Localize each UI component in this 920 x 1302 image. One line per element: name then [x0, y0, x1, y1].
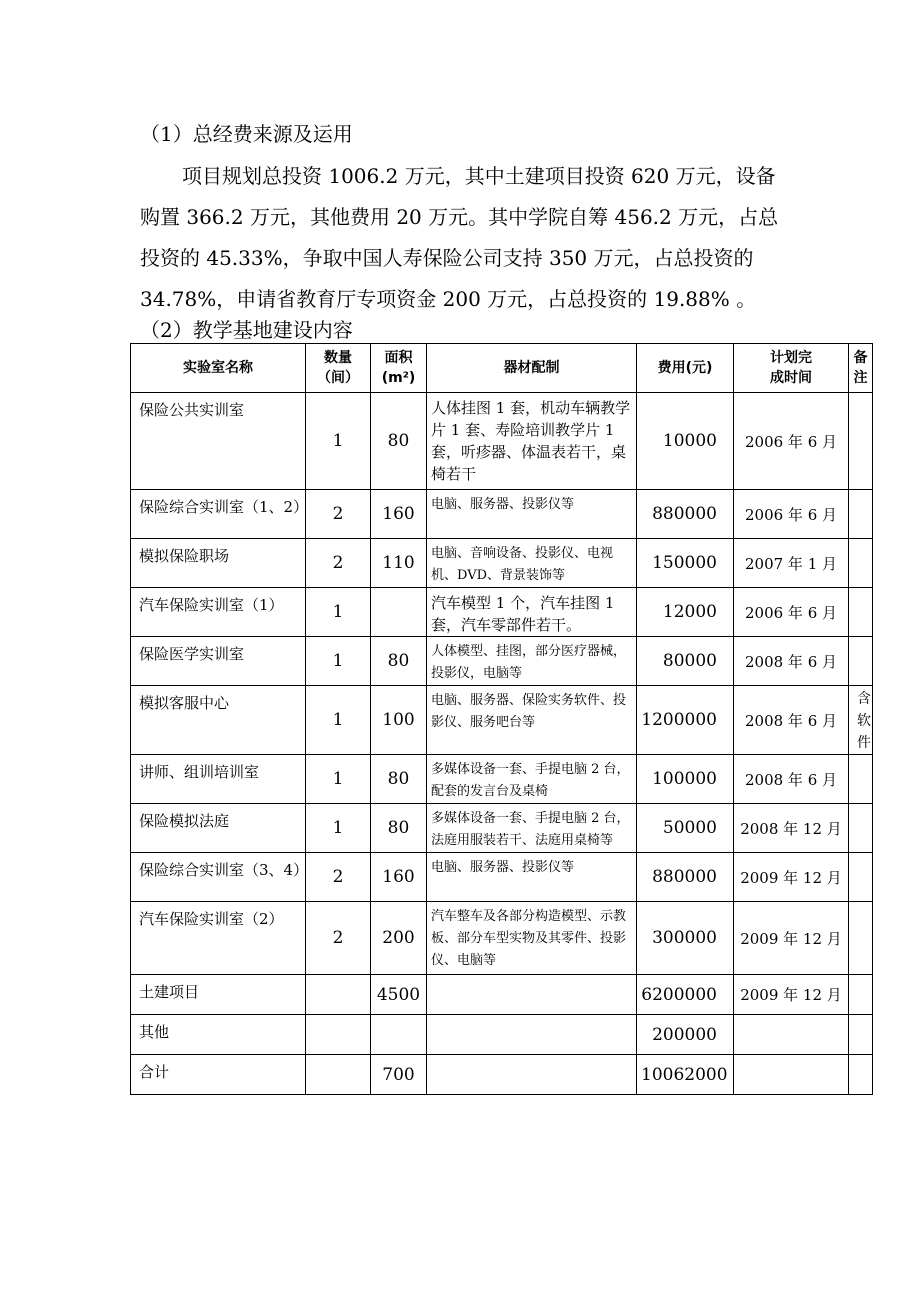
cell-area — [371, 1015, 427, 1055]
cell-time: 2009 年 12 月 — [734, 975, 849, 1015]
table-row — [131, 853, 873, 902]
cell-qty — [306, 1015, 371, 1055]
cell-cost: 150000 — [637, 539, 734, 588]
cell-area: 100 — [371, 686, 427, 755]
cell-equipment — [427, 975, 637, 1015]
cell-qty: 1 — [306, 804, 371, 853]
section-heading-funding: （1）总经费来源及运用 — [140, 122, 353, 146]
table-row — [131, 1055, 873, 1095]
cell-note — [849, 539, 873, 588]
table-row — [131, 393, 873, 490]
header-area-line2: (m²) — [381, 370, 416, 386]
cell-name: 保险公共实训室 — [131, 393, 306, 490]
cell-note — [849, 490, 873, 539]
header-qty — [306, 344, 371, 393]
cell-equipment: 电脑、服务器、投影仪等 — [427, 853, 637, 902]
cell-note — [849, 975, 873, 1015]
cell-time: 2009 年 12 月 — [734, 853, 849, 902]
cell-area: 80 — [371, 804, 427, 853]
cell-qty: 2 — [306, 902, 371, 975]
cell-name: 保险综合实训室（3、4） — [131, 853, 306, 902]
cell-qty: 1 — [306, 755, 371, 804]
cell-note: 含软件 — [849, 686, 873, 755]
cell-name: 土建项目 — [131, 975, 306, 1015]
header-qty-line1: 数量 — [324, 350, 352, 366]
cell-time: 2006 年 6 月 — [734, 490, 849, 539]
cell-name: 讲师、组训培训室 — [131, 755, 306, 804]
cell-cost: 10062000 — [637, 1055, 734, 1095]
header-time-line2: 成时间 — [770, 370, 812, 386]
cell-area: 200 — [371, 902, 427, 975]
cell-qty: 1 — [306, 637, 371, 686]
table-row — [131, 1015, 873, 1055]
cell-qty: 1 — [306, 588, 371, 637]
table-row — [131, 637, 873, 686]
cell-time: 2006 年 6 月 — [734, 393, 849, 490]
header-qty-line2: （间） — [317, 370, 359, 386]
cell-note — [849, 1055, 873, 1095]
table-row — [131, 588, 873, 637]
cell-qty: 2 — [306, 539, 371, 588]
header-cost: 费用(元) — [637, 344, 734, 393]
cell-time: 2008 年 12 月 — [734, 804, 849, 853]
cell-time: 2007 年 1 月 — [734, 539, 849, 588]
cell-name: 保险模拟法庭 — [131, 804, 306, 853]
cell-equipment: 电脑、服务器、投影仪等 — [427, 490, 637, 539]
cell-name: 汽车保险实训室（2） — [131, 902, 306, 975]
cell-note — [849, 393, 873, 490]
cell-cost: 10000 — [637, 393, 734, 490]
cell-area: 80 — [371, 637, 427, 686]
cell-area: 110 — [371, 539, 427, 588]
cell-cost: 300000 — [637, 902, 734, 975]
cell-qty: 2 — [306, 490, 371, 539]
table-row — [131, 902, 873, 975]
cell-name: 保险综合实训室（1、2） — [131, 490, 306, 539]
table-row — [131, 804, 873, 853]
header-equipment: 器材配制 — [427, 344, 637, 393]
cell-qty — [306, 1055, 371, 1095]
header-time — [734, 344, 849, 393]
cell-area: 80 — [371, 755, 427, 804]
cell-time — [734, 1055, 849, 1095]
cell-area: 160 — [371, 853, 427, 902]
cell-equipment: 电脑、音响设备、投影仪、电视机、DVD、背景装饰等 — [427, 539, 637, 588]
cell-name: 其他 — [131, 1015, 306, 1055]
cell-equipment: 多媒体设备一套、手提电脑 2 台，法庭用服装若干、法庭用桌椅等 — [427, 804, 637, 853]
table-row — [131, 490, 873, 539]
cell-equipment: 多媒体设备一套、手提电脑 2 台，配套的发言台及桌椅 — [427, 755, 637, 804]
header-time-line1: 计划完 — [770, 350, 812, 366]
cell-note — [849, 902, 873, 975]
construction-table — [130, 343, 873, 1095]
header-name: 实验室名称 — [131, 344, 306, 393]
funding-paragraph — [140, 156, 790, 320]
cell-cost: 12000 — [637, 588, 734, 637]
cell-equipment: 电脑、服务器、保险实务软件、投影仪、服务吧台等 — [427, 686, 637, 755]
cell-equipment: 汽车模型 1 个，汽车挂图 1 套，汽车零部件若干。 — [427, 588, 637, 637]
cell-note — [849, 853, 873, 902]
cell-area — [371, 588, 427, 637]
cell-cost: 50000 — [637, 804, 734, 853]
table-row — [131, 975, 873, 1015]
header-area — [371, 344, 427, 393]
funding-paragraph-text: 项目规划总投资 1006.2 万元，其中土建项目投资 620 万元，设备购置 366.2 万元，其他费用 20 万元。其中学院自筹 456.2 万元，占总投资的 45.33%，争取中国人寿保险公司支持 350 万元，占总投资的 34.78%，申请省教育厅专项资金 200 万元，占总投资的 19.88% 。 — [140, 164, 779, 311]
table-row — [131, 755, 873, 804]
header-note: 备注 — [849, 344, 873, 393]
cell-name: 模拟保险职场 — [131, 539, 306, 588]
cell-equipment: 人体模型、挂图，部分医疗器械，投影仪，电脑等 — [427, 637, 637, 686]
table-header-row — [131, 344, 873, 393]
cell-equipment — [427, 1055, 637, 1095]
cell-note — [849, 1015, 873, 1055]
cell-cost: 80000 — [637, 637, 734, 686]
cell-cost: 880000 — [637, 490, 734, 539]
cell-qty: 1 — [306, 686, 371, 755]
cell-time: 2009 年 12 月 — [734, 902, 849, 975]
cell-cost: 200000 — [637, 1015, 734, 1055]
cell-name: 保险医学实训室 — [131, 637, 306, 686]
cell-time: 2006 年 6 月 — [734, 588, 849, 637]
table-row — [131, 539, 873, 588]
cell-time — [734, 1015, 849, 1055]
cell-time: 2008 年 6 月 — [734, 637, 849, 686]
cell-name: 模拟客服中心 — [131, 686, 306, 755]
cell-cost: 100000 — [637, 755, 734, 804]
cell-time: 2008 年 6 月 — [734, 755, 849, 804]
cell-note — [849, 804, 873, 853]
cell-note — [849, 755, 873, 804]
cell-qty: 2 — [306, 853, 371, 902]
cell-note — [849, 637, 873, 686]
cell-qty — [306, 975, 371, 1015]
cell-name: 合计 — [131, 1055, 306, 1095]
cell-cost: 880000 — [637, 853, 734, 902]
cell-equipment: 汽车整车及各部分构造模型、示教板、部分车型实物及其零件、投影仪、电脑等 — [427, 902, 637, 975]
cell-note — [849, 588, 873, 637]
cell-area: 80 — [371, 393, 427, 490]
header-area-line1: 面积 — [384, 350, 413, 366]
cell-name: 汽车保险实训室（1） — [131, 588, 306, 637]
cell-qty: 1 — [306, 393, 371, 490]
cell-cost: 1200000 — [637, 686, 734, 755]
cell-cost: 6200000 — [637, 975, 734, 1015]
cell-time: 2008 年 6 月 — [734, 686, 849, 755]
section-heading-construction: （2）教学基地建设内容 — [140, 318, 353, 342]
cell-equipment — [427, 1015, 637, 1055]
cell-area: 160 — [371, 490, 427, 539]
table-row — [131, 686, 873, 755]
cell-area: 700 — [371, 1055, 427, 1095]
cell-equipment: 人体挂图 1 套，机动车辆教学片 1 套、寿险培训教学片 1 套，听疹器、体温表若干，桌椅若干 — [427, 393, 637, 490]
cell-area: 4500 — [371, 975, 427, 1015]
